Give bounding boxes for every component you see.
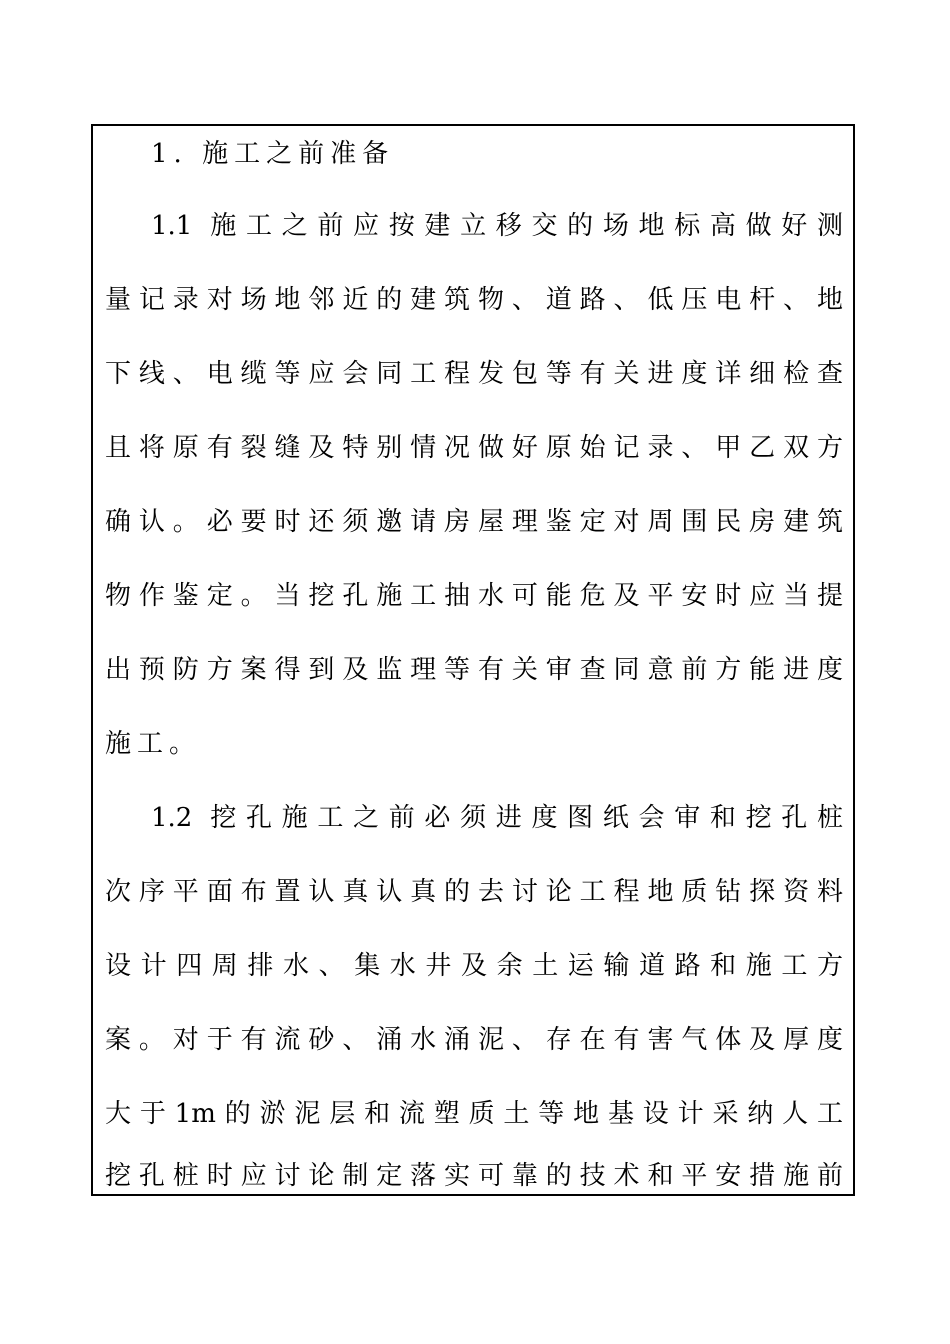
- paragraph-line: 1.1 施工之前应按建立移交的场地标高做好测: [151, 211, 843, 241]
- paragraph-line: 确认。必要时还须邀请房屋理鉴定对周围民房建筑: [105, 507, 843, 537]
- paragraph-line: 次序平面布置认真认真的去讨论工程地质钻探资料: [105, 877, 843, 907]
- paragraph-line: 大于1m的淤泥层和流塑质土等地基设计采纳人工: [105, 1099, 843, 1129]
- paragraph-line: 案。对于有流砂、涌水涌泥、存在有害气体及厚度: [105, 1025, 843, 1055]
- paragraph-line: 出预防方案得到及监理等有关审查同意前方能进度: [105, 655, 843, 685]
- paragraph-line: 物作鉴定。当挖孔施工抽水可能危及平安时应当提: [105, 581, 843, 611]
- paragraph-line: 量记录对场地邻近的建筑物、道路、低压电杆、地: [105, 285, 843, 315]
- paragraph-line: 1.2 挖孔施工之前必须进度图纸会审和挖孔桩: [151, 803, 843, 833]
- paragraph-line: 施工。: [105, 729, 202, 759]
- document-frame: [91, 124, 855, 1196]
- paragraph-line: 挖孔桩时应讨论制定落实可靠的技术和平安措施前: [105, 1161, 843, 1191]
- paragraph-line: 下线、电缆等应会同工程发包等有关进度详细检查: [105, 359, 843, 389]
- paragraph-line: 设计四周排水、集水井及余土运输道路和施工方: [105, 951, 843, 981]
- paragraph-line: 且将原有裂缝及特别情况做好原始记录、甲乙双方: [105, 433, 843, 463]
- section-heading: 1. 施工之前准备: [151, 139, 395, 169]
